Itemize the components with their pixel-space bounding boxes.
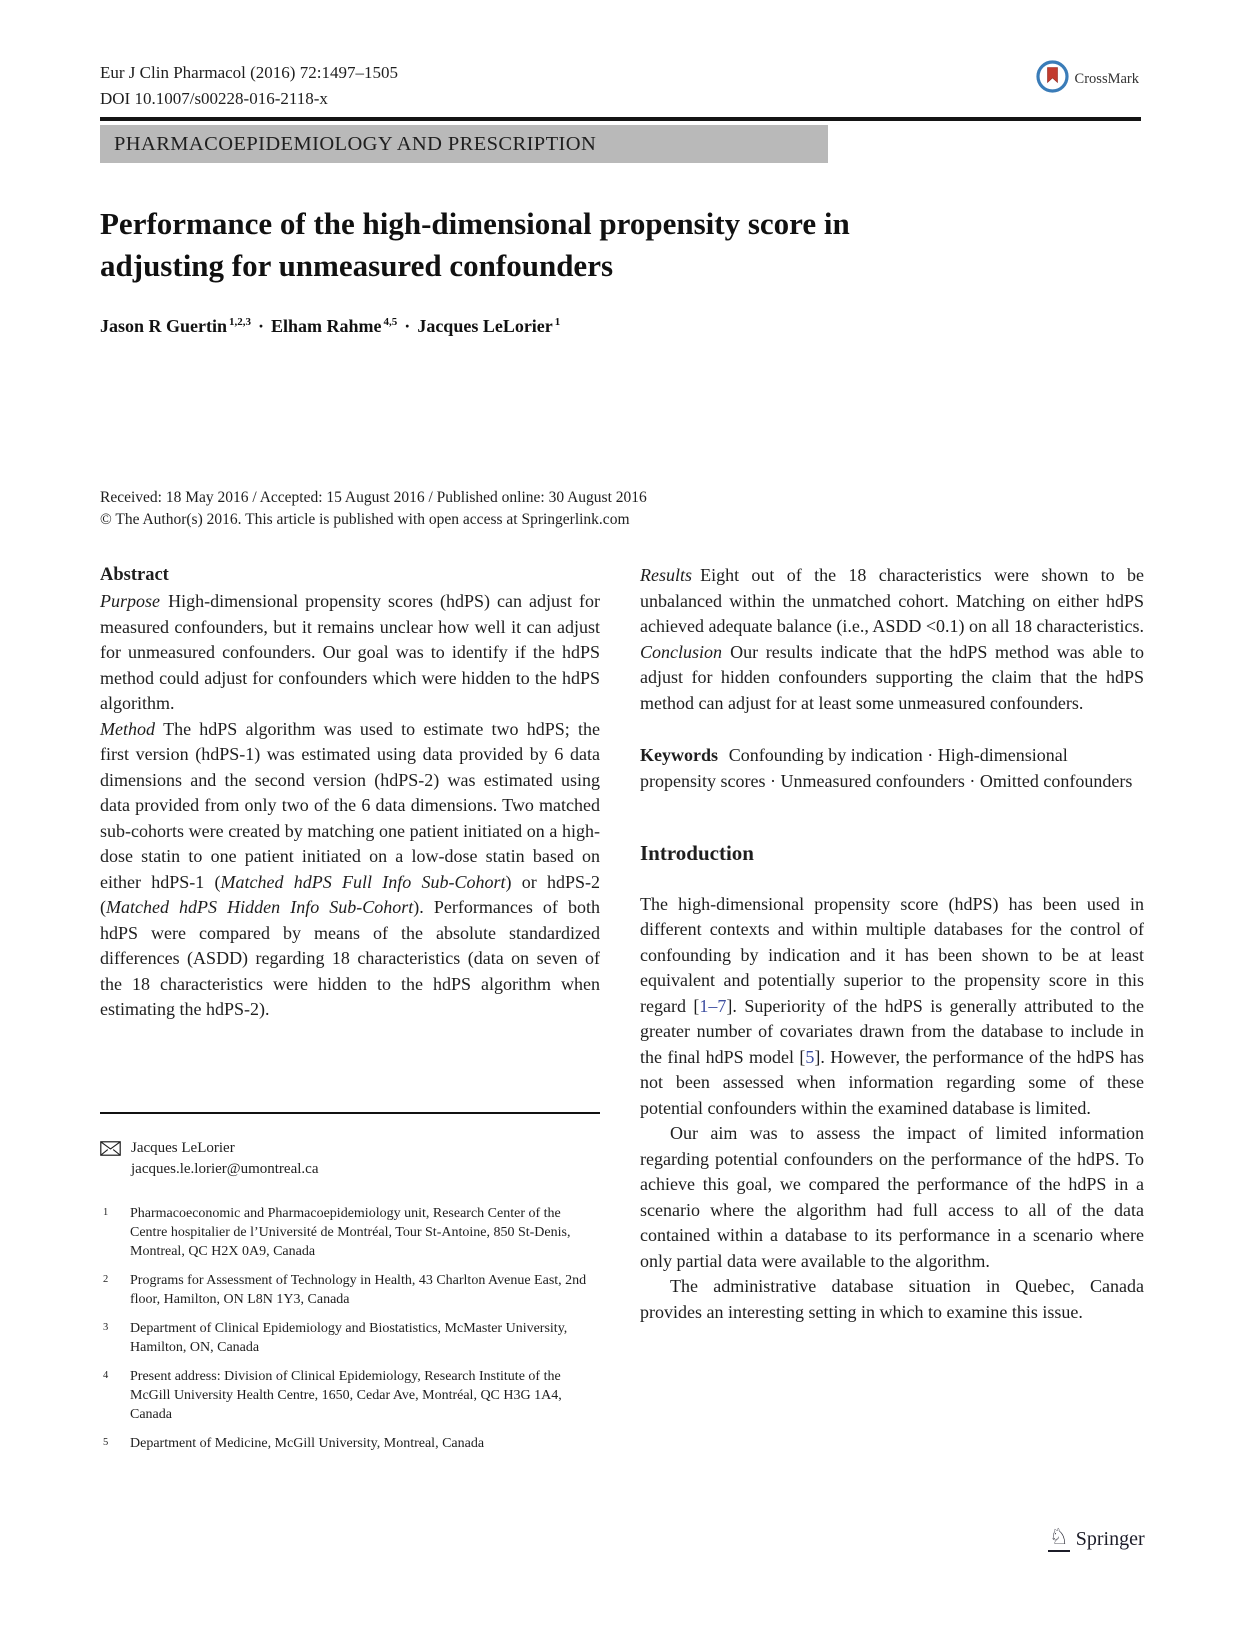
text-segment: ]. Superiority of the hdPS is generally attributed to the greater number of covariates drawn from the database to include in the final hdPS model [ — [640, 995, 1144, 1067]
text-segment: ]. However, the performance of the hdPS has not been assessed when information regarding some of these potential confounders within the examined database is limited. — [640, 1046, 1144, 1118]
footnote-number: 2 — [103, 1274, 109, 1285]
author-separator: · — [258, 316, 265, 336]
springer-logo — [1048, 1526, 1145, 1552]
text-segment: ). Performances of both hdPS were compared by means of the absolute standardized differences (ASDD) regarding 18 characteristics (data on seven of the 18 characteristics were hidden to the hdPS algorithm when estimating the hdPS-2). — [100, 897, 600, 1019]
doi-line: DOI 10.1007/s00228-016-2118-x — [100, 89, 328, 108]
footnote-number: 5 — [103, 1437, 109, 1448]
results-label: Results — [640, 565, 692, 585]
author-3 — [417, 316, 560, 336]
section-banner: PHARMACOEPIDEMIOLOGY AND PRESCRIPTION — [100, 125, 828, 163]
abstract-conclusion-paragraph — [640, 640, 1144, 717]
affiliation-footnote-2 — [100, 1271, 600, 1309]
article-title: Performance of the high-dimensional propensity score in adjusting for unmeasured confounders — [100, 206, 850, 283]
text-segment: Matched hdPS Hidden Info Sub-Cohort — [106, 897, 414, 917]
results-text: Eight out of the 18 characteristics were shown to be unbalanced within the unmatched cohort. Matching on either hdPS achieved adequate balance (i.e., ASDD <0.1) on all 18 characteristics. — [640, 565, 1144, 636]
crossmark-icon — [1036, 60, 1069, 98]
keywords-label: Keywords — [640, 745, 718, 765]
corresponding-author-name: Jacques LeLorier — [131, 1140, 235, 1156]
header-divider — [100, 117, 1141, 121]
conclusion-text: Our results indicate that the hdPS method was able to adjust for hidden confounders supporting the claim that the hdPS method can adjust for at least some unmeasured confounders. — [640, 641, 1144, 713]
author-separator: · — [404, 316, 411, 336]
crossmark-label: CrossMark — [1074, 70, 1139, 87]
footnote-text: Department of Medicine, McGill University, Montreal, Canada — [130, 1436, 485, 1451]
author-1-name: Jason R Guertin — [100, 316, 228, 336]
abstract-method-paragraph — [100, 717, 600, 1023]
introduction-paragraph-3: The administrative database situation in Quebec, Canada provides an interesting setting in which to examine this issue. — [640, 1276, 1144, 1322]
introduction-paragraph-2: Our aim was to assess the impact of limited information regarding potential confounders on the performance of the hdPS. To achieve this goal, we compared the performance of the hdPS in a scenario where the algorithm had full access to all of the data contained within a database to its performance in a scenario where only partial data were available to the algorithm. — [640, 1123, 1144, 1271]
text-segment: ) or hdPS-2 ( — [100, 871, 600, 917]
method-text — [100, 719, 600, 1020]
crossmark-badge[interactable] — [1036, 60, 1139, 98]
purpose-label: Purpose — [100, 591, 160, 611]
springer-label: Springer — [1075, 1527, 1145, 1550]
introduction-heading: Introduction — [640, 841, 754, 865]
text-segment: Matched hdPS Full Info Sub-Cohort — [220, 871, 506, 892]
conclusion-label: Conclusion — [640, 641, 723, 662]
keywords-text: Confounding by indication · High-dimensional propensity scores · Unmeasured confounders · Omitted confounders — [640, 745, 1133, 791]
footnote-block — [100, 1112, 600, 1463]
author-1-affiliations: 1,2,3 — [229, 316, 252, 328]
introduction-paragraph-1 — [640, 892, 1144, 1122]
footnote-number: 3 — [103, 1322, 109, 1333]
abstract-column — [100, 563, 600, 1023]
corresponding-author-email[interactable]: jacques.le.lorier@umontreal.ca — [131, 1161, 319, 1177]
author-2-name: Elham Rahme — [271, 316, 382, 336]
footnote-divider — [100, 1112, 600, 1114]
text-segment: The hdPS algorithm was used to estimate two hdPS; the first version (hdPS-1) was estimated using data provided by 6 data dimensions and the second version (hdPS-2) was estimated using data provided from only two of the 6 data dimensions. Two matched sub-cohorts were created by matching one patient initiated on a high-dose statin to one patient initiated on a low-dose statin based on either hdPS-1 ( — [100, 718, 600, 892]
author-2-affiliations: 4,5 — [383, 316, 398, 328]
citation-link[interactable]: 1–7 — [699, 995, 727, 1016]
right-column — [640, 563, 1144, 1325]
author-3-name: Jacques LeLorier — [417, 316, 553, 336]
publication-dates — [100, 487, 647, 531]
author-list — [100, 316, 560, 337]
abstract-purpose-paragraph — [100, 589, 600, 717]
text-segment: The high-dimensional propensity score (hdPS) has been used in different contexts and within multiple databases for the control of confounding by indication and it has been shown to be at least equivalent and potentially superior to the propensity score in this regard [ — [640, 893, 1144, 1016]
received-accepted-line: Received: 18 May 2016 / Accepted: 15 August 2016 / Published online: 30 August 2016 — [100, 489, 647, 506]
author-3-affiliations: 1 — [554, 316, 561, 328]
abstract-heading: Abstract — [100, 565, 169, 585]
footnote-text: Programs for Assessment of Technology in Health, 43 Charlton Avenue East, 2nd floor, Hamilton, ON L8N 1Y3, Canada — [130, 1273, 587, 1307]
purpose-text: High-dimensional propensity scores (hdPS) can adjust for measured confounders, but it remains unclear how well it can adjust for unmeasured confounders. Our goal was to identify if the hdPS method could adjust for confounders which were hidden to the hdPS algorithm. — [100, 591, 600, 713]
keywords-block — [640, 743, 1144, 794]
affiliation-footnote-3 — [100, 1319, 600, 1357]
copyright-line: © The Author(s) 2016. This article is published with open access at Springerlink.com — [100, 511, 630, 528]
abstract-results-paragraph — [640, 563, 1144, 640]
affiliation-footnote-5 — [100, 1434, 600, 1453]
author-2 — [271, 316, 397, 336]
springer-knight-icon: ♘ — [1049, 1525, 1069, 1550]
journal-citation: Eur J Clin Pharmacol (2016) 72:1497–1505 — [100, 63, 398, 82]
affiliation-footnote-4 — [100, 1367, 600, 1424]
footnote-number: 1 — [103, 1207, 109, 1218]
method-label: Method — [100, 718, 155, 739]
correspondence-text — [131, 1138, 318, 1180]
page-header — [100, 60, 1141, 112]
citation-link[interactable]: 5 — [805, 1046, 815, 1067]
footnote-text: Present address: Division of Clinical Epidemiology, Research Institute of the McGill University Health Centre, 1650, Cedar Ave, Montréal, QC H3G 1A4, Canada — [130, 1369, 562, 1422]
footnote-text: Department of Clinical Epidemiology and Biostatistics, McMaster University, Hamilton, ON, Canada — [130, 1321, 568, 1355]
author-1 — [100, 316, 251, 336]
affiliation-footnote-1 — [100, 1204, 600, 1261]
footnote-number: 4 — [103, 1370, 109, 1381]
envelope-icon — [100, 1138, 121, 1180]
footnote-text: Pharmacoeconomic and Pharmacoepidemiology unit, Research Center of the Centre hospitalier de l’Université de Montréal, Tour St-Antoine, 850 St-Denis, Montreal, QC H2X 0A9, Canada — [130, 1206, 571, 1259]
correspondence-block — [100, 1138, 600, 1180]
